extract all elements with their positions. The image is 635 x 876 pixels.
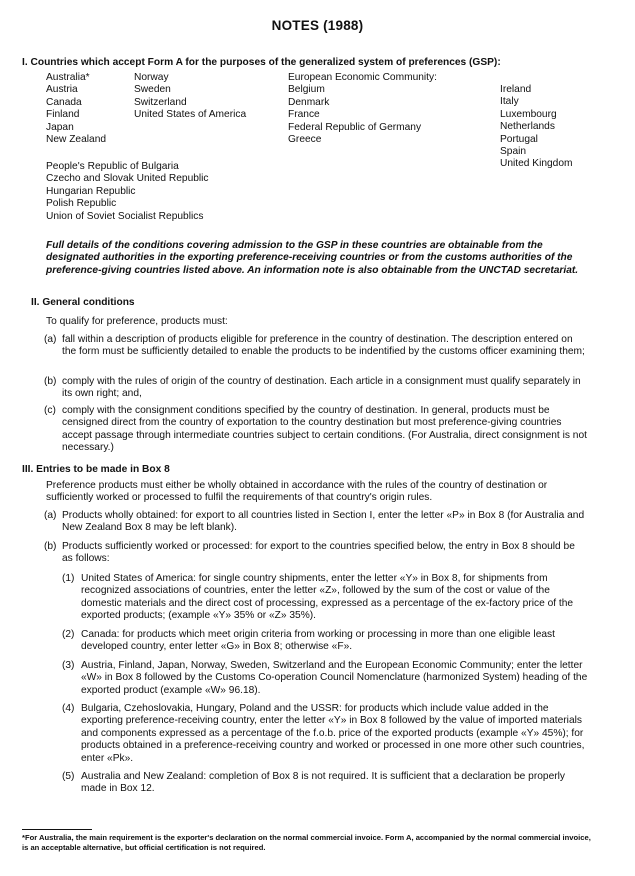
section-2-heading: II. General conditions <box>31 297 135 308</box>
item-label: (3) <box>62 660 75 671</box>
section-2-intro: To qualify for preference, products must: <box>46 316 228 327</box>
country-column-2 <box>134 72 246 122</box>
country-item: Australia* <box>46 72 90 83</box>
item-label: (b) <box>44 376 57 387</box>
country-item: Spain <box>500 145 527 157</box>
country-item: Czecho and Slovak United Republic <box>46 173 209 185</box>
section-3-heading: III. Entries to be made in Box 8 <box>22 464 170 475</box>
country-item: Hungarian Republic <box>46 185 136 197</box>
item-label: (5) <box>62 771 75 782</box>
item-text: Canada: for products which meet origin criteria from working or processing in more than one eligible least developed country, enter letter «G» in Box 8; otherwise «F». <box>81 629 555 653</box>
item-label: (2) <box>62 629 75 640</box>
country-item: Finland <box>46 109 80 121</box>
item-text: Bulgaria, Czehoslovakia, Hungary, Poland and the USSR: for products which include value added in the exporting preference-receiving country, enter the letter «Y» in Box 8 followed by the value of imported materials and components expressed as a percentage of the f.o.b. price of the exported products (example «Y» 45%); for products obtained in a preference-receiving country and worked or processed in one more other such countries, enter «Pk». <box>81 703 585 764</box>
item-text: Austria, Finland, Japan, Norway, Sweden, Switzerland and the European Economic Community; enter the letter «W» in Box 8 followed by the Customs Co-operation Council Nomenclature (harmonized System) heading of the exported product (example «W» 96.18). <box>81 660 588 696</box>
item-text: Australia and New Zealand: completion of Box 8 is not required. It is sufficient that a declaration be properly made in Box 12. <box>81 771 565 795</box>
entry-b-5 <box>62 771 588 796</box>
entry-b-2 <box>62 629 588 654</box>
entry-b <box>44 541 588 566</box>
gsp-details-note: Full details of the conditions covering admission to the GSP in these countries are obtainable from the designated authorities in the exporting preference-receiving countries or from the customs authorities of the preference-giving countries listed above. An information note is also obtainable from the UNCTAD secretariat. <box>46 240 579 276</box>
country-item: Polish Republic <box>46 198 117 210</box>
footnote: *For Australia, the main requirement is the exporter's declaration on the normal commercial invoice. Form A, accompanied by the normal commercial invoice, is an acceptable alternative, but official certification is not required. <box>22 833 591 852</box>
country-item: France <box>288 109 320 121</box>
entry-b-1 <box>62 573 588 623</box>
country-item: Greece <box>288 133 322 145</box>
item-label: (b) <box>44 541 57 552</box>
footnote-rule <box>22 829 92 830</box>
country-item: Belgium <box>288 84 325 96</box>
item-label: (4) <box>62 703 75 714</box>
country-column-1 <box>46 72 106 146</box>
item-text: comply with the consignment conditions specified by the country of destination. In general, products must be censigned direct from the country of exportation to the country destination but most preference-giving countries accept passage through intermediate countries subject to certain conditions. (For Australia, direct consignment is not necessary.) <box>62 405 587 454</box>
item-label: (a) <box>44 334 57 345</box>
item-label: (a) <box>44 510 57 521</box>
eec-column-2 <box>500 84 573 171</box>
country-item: Japan <box>46 121 74 133</box>
country-item: United States of America <box>134 109 247 121</box>
condition-c <box>44 405 588 455</box>
country-item: Austria <box>46 84 78 96</box>
eec-heading: European Economic Community: <box>288 72 437 83</box>
section-1-heading: I. Countries which accept Form A for the purposes of the generalized system of preferences (GSP): <box>22 57 501 68</box>
country-item: Union of Soviet Socialist Republics <box>46 210 204 222</box>
item-text: United States of America: for single country shipments, enter the letter «Y» in Box 8, for shipments from recognized associations of countries, enter the letter «Z», followed by the sum of the cost or value of the domestic materials and the direct cost of processing, expressed as a percentage of the ex-factory price of the exported products; (example «Y» 35% or «Z» 35%). <box>81 573 574 622</box>
country-item: Denmark <box>288 96 330 108</box>
condition-b <box>44 376 588 401</box>
country-item: Luxembourg <box>500 108 557 120</box>
entry-a <box>44 510 588 535</box>
country-item: Switzerland <box>134 96 187 108</box>
item-text: Products wholly obtained: for export to all countries listed in Section I, enter the letter «P» in Box 8 (for Australia and New Zealand Box 8 may be left blank). <box>62 510 585 534</box>
condition-a <box>44 334 588 359</box>
item-label: (c) <box>44 405 56 416</box>
country-item: Netherlands <box>500 121 555 133</box>
country-item: United Kingdom <box>500 158 573 170</box>
item-text: fall within a description of products eligible for preference in the country of destination. The description entered on the form must be sufficiently detailed to enable the products to be indentified by the customs officer examining them; <box>62 334 585 358</box>
item-text: comply with the rules of origin of the country of destination. Each article in a consignment must qualify separately in its own right; and, <box>62 376 581 400</box>
country-item: Federal Republic of Germany <box>288 121 422 133</box>
country-item: Sweden <box>134 84 171 96</box>
country-item: People's Republic of Bulgaria <box>46 161 179 172</box>
country-item: Italy <box>500 96 519 108</box>
item-label: (1) <box>62 573 75 584</box>
section-3-intro: Preference products must either be wholly obtained in accordance with the rules of the country of destination or sufficiently worked or processed to fulfil the requirements of that country's origin rules. <box>46 480 548 504</box>
country-item: New Zealand <box>46 133 107 145</box>
entry-b-3 <box>62 660 588 697</box>
item-text: Products sufficiently worked or processed: for export to the countries specified below, the entry in Box 8 should be as follows: <box>62 541 575 565</box>
page-title: NOTES (1988) <box>271 18 364 33</box>
country-item: Canada <box>46 96 82 108</box>
country-item: Portugal <box>500 133 538 145</box>
country-item: Norway <box>134 72 169 83</box>
entry-b-4 <box>62 703 588 765</box>
eec-column-1 <box>288 72 437 146</box>
country-item: Ireland <box>500 84 532 95</box>
country-column-3 <box>46 161 209 223</box>
